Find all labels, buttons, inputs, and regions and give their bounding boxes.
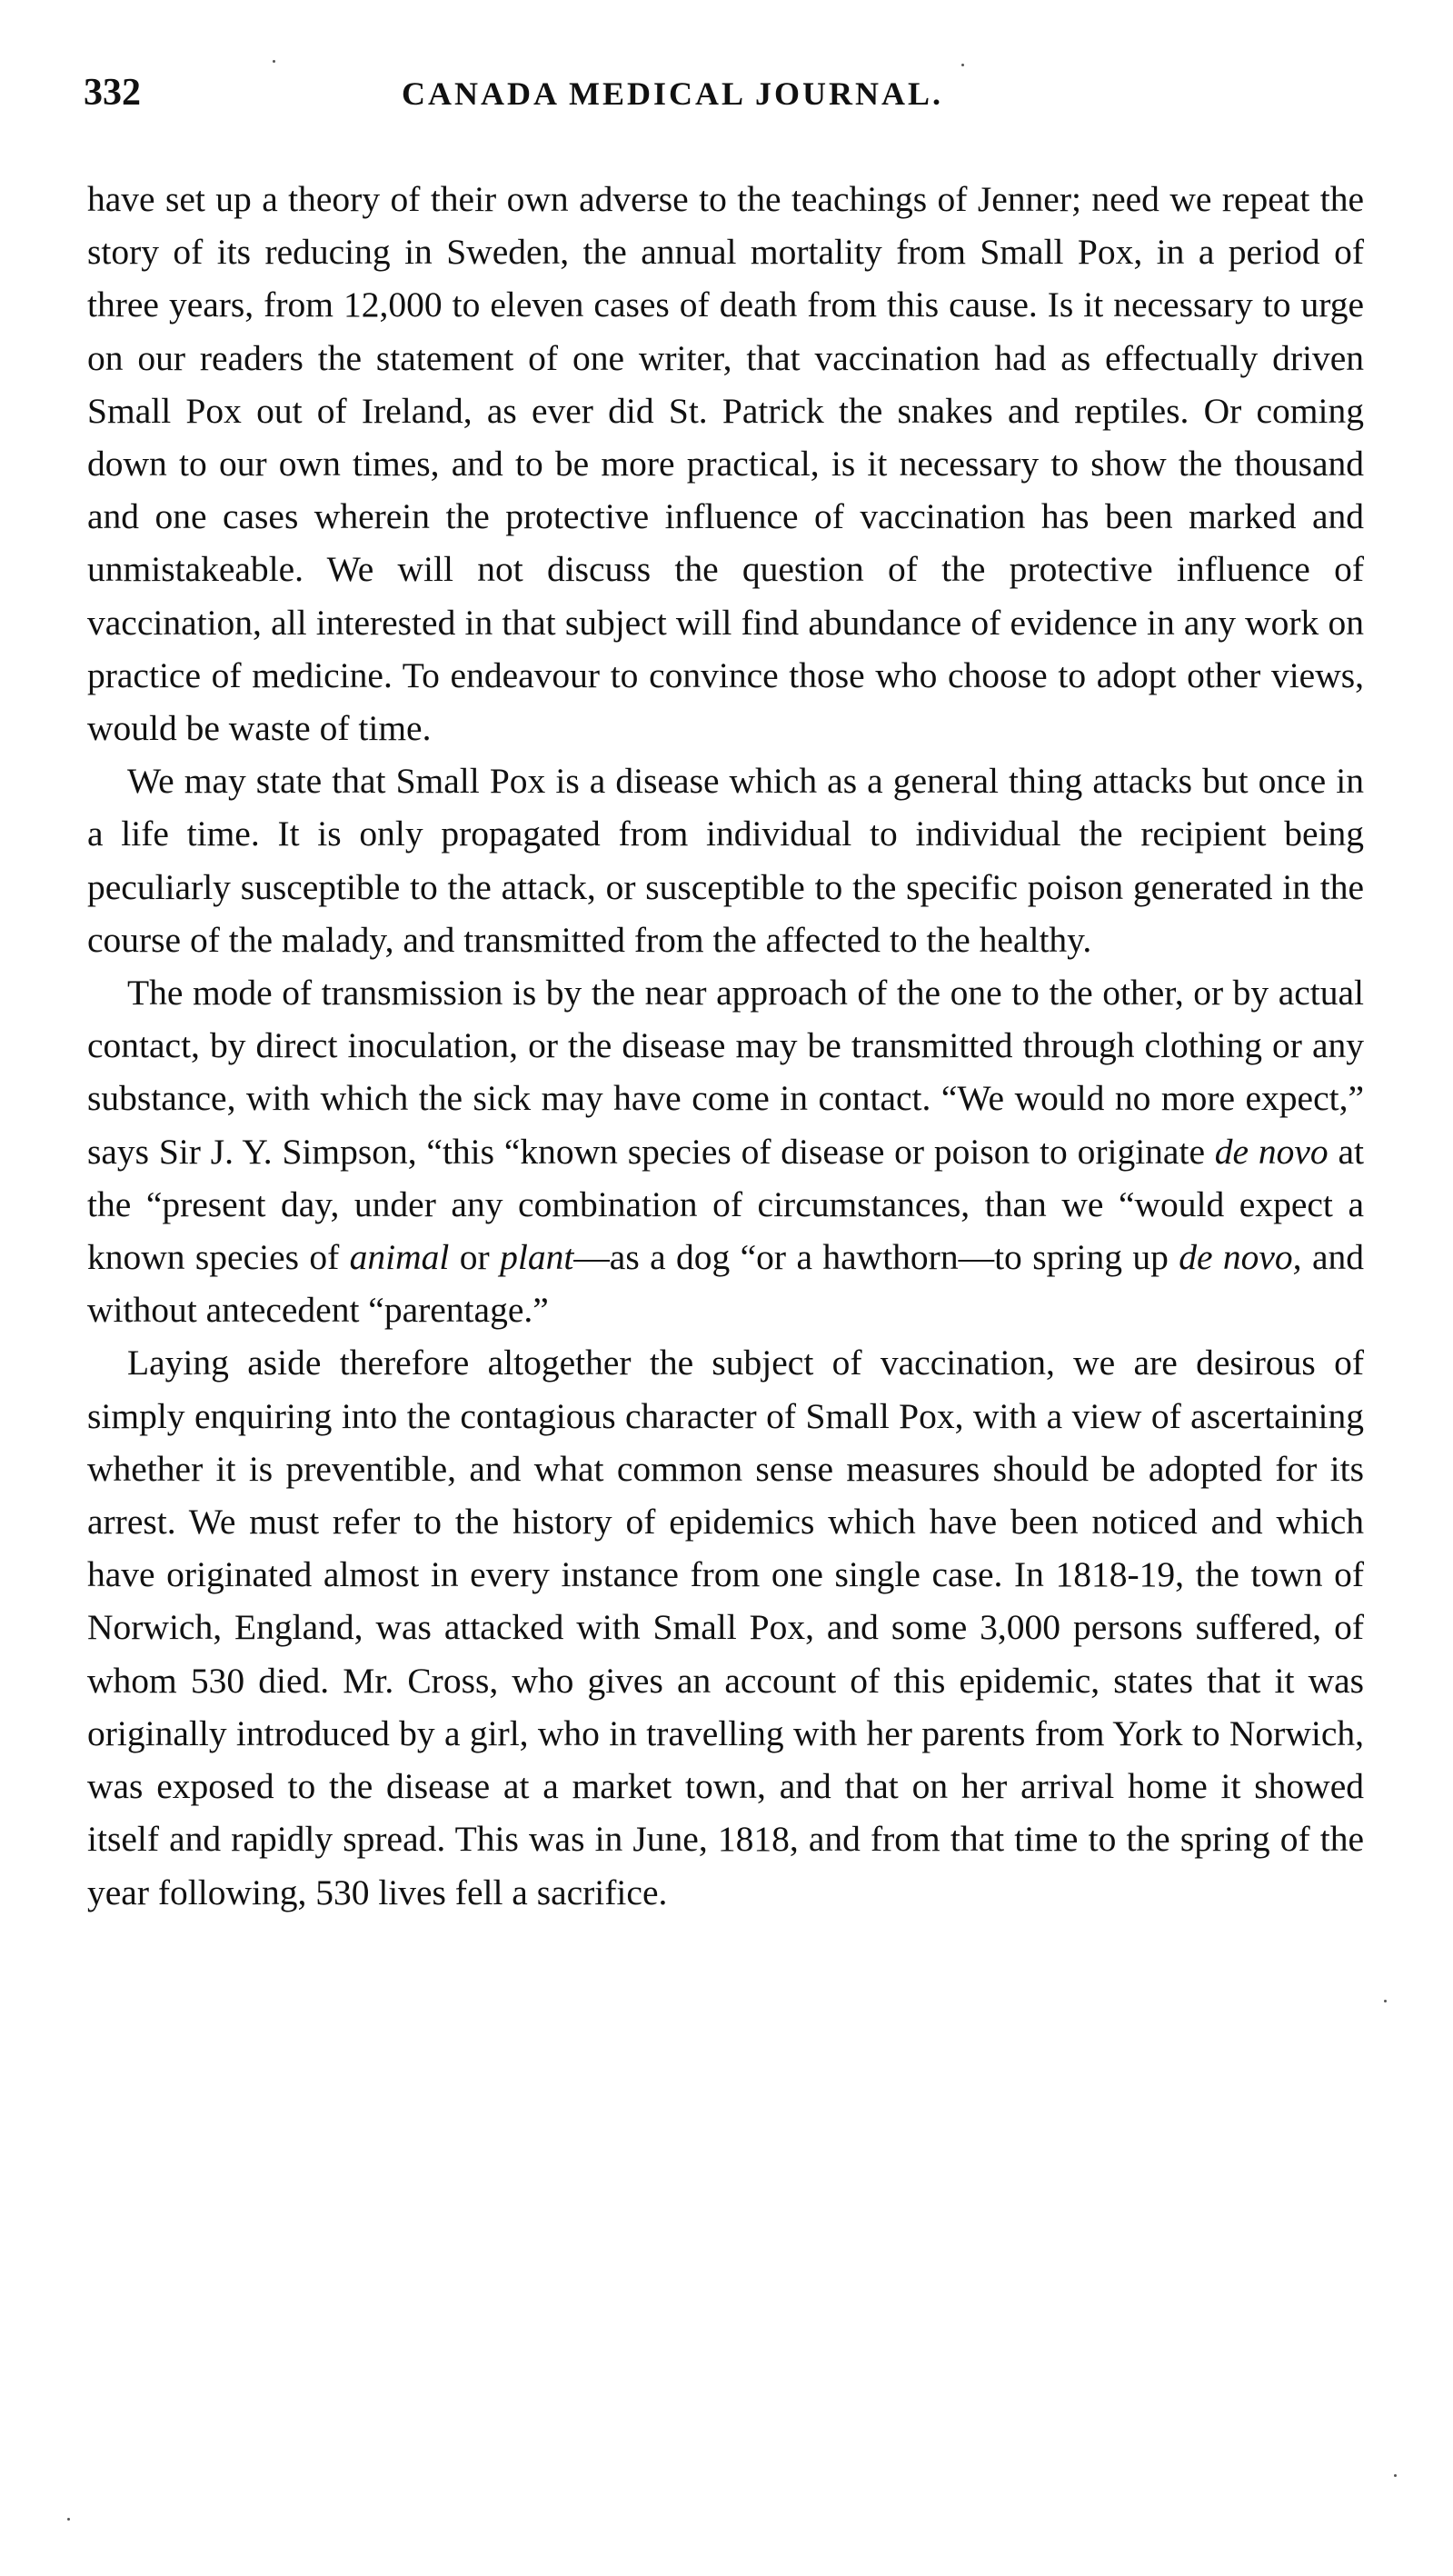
- scan-speck: [273, 60, 275, 63]
- page-number: 332: [84, 72, 141, 114]
- text-segment: The mode of transmission is by the near approach of the one to the other, or by actual contact, by direct inoculation, or the disease may be transmitted through clothing or any substance, with which the sick may have come in contact. “We would no more expect,” says Sir J. Y. Simpson, “this “known species of disease or poison to originate: [87, 973, 1364, 1172]
- italic-text-segment: animal: [349, 1237, 450, 1278]
- paragraph-4: [87, 1336, 1364, 1918]
- text-segment: or: [449, 1237, 501, 1278]
- journal-title: CANADA MEDICAL JOURNAL.: [402, 75, 944, 112]
- italic-text-segment: plant: [500, 1237, 574, 1278]
- scan-speck: [1394, 2474, 1397, 2477]
- italic-text-segment: de novo: [1214, 1131, 1329, 1172]
- text-segment: at the “present day, under any combination of circumstances, than we “would expect a known species of: [87, 1131, 1364, 1278]
- scan-speck: [67, 2518, 70, 2521]
- paragraph-1: [87, 173, 1364, 754]
- paragraph-2: [87, 754, 1364, 966]
- text-segment: —as a dog “or a hawthorn—to spring up: [573, 1237, 1179, 1278]
- running-head: [84, 71, 1374, 125]
- paragraph-3: [87, 966, 1364, 1336]
- article-body: [87, 173, 1364, 1919]
- text-segment: have set up a theory of their own adverse to the teachings of Jenner; need we repeat the story of its reducing in Sweden, the annual mortality from Small Pox, in a period of three years, from 12,000 to eleven cases of death from this cause. Is it necessary to urge on our readers the statement of one writer, that vaccination had as effectually driven Small Pox out of Ireland, as ever did St. Patrick the snakes and reptiles. Or coming down to our own times, and to be more practical, is it necessary to show the thousand and one cases wherein the protective influence of vaccination has been marked and unmistakeable. We will not discuss the question of the protective influence of vaccination, all interested in that subject will find abundance of evidence in any work on practice of medicine. To endeavour to convince those who choose to adopt other views, would be waste of time.: [87, 179, 1364, 749]
- text-segment: Laying aside therefore altogether the subject of vaccination, we are desirous of simply enquiring into the contagious character of Small Pox, with a view of ascertaining whether it is preventible, and what common sense measures should be adopted for its arrest. We must refer to the history of epidemics which have been noticed and which have originated almost in every instance from one single case. In 1818-19, the town of Norwich, England, was attacked with Small Pox, and some 3,000 persons suffered, of whom 530 died. Mr. Cross, who gives an account of this epidemic, states that it was originally introduced by a girl, who in travelling with her parents from York to Norwich, was exposed to the disease at a market town, and that on her arrival home it showed itself and rapidly spread. This was in June, 1818, and from that time to the spring of the year following, 530 lives fell a sacrifice.: [87, 1343, 1364, 1912]
- scan-speck: [1384, 2000, 1387, 2002]
- italic-text-segment: de novo,: [1179, 1237, 1302, 1278]
- scan-speck: [961, 64, 964, 66]
- text-segment: We may state that Small Pox is a disease which as a general thing attacks but once in a life time. It is only propagated from individual to individual the recipient being peculiarly susceptible to the attack, or susceptible to the specific poison generated in the course of the malady, and transmitted from the affected to the healthy.: [87, 761, 1364, 960]
- text-segment: and without antecedent “parentage.”: [87, 1237, 1364, 1331]
